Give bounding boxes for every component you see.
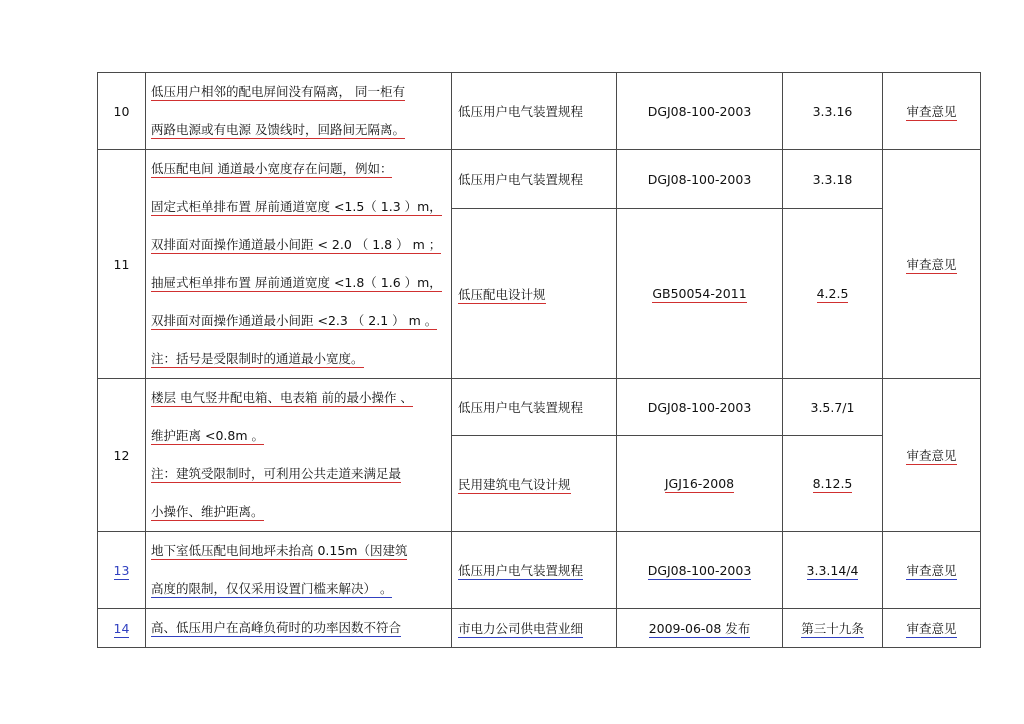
table-row	[98, 73, 981, 150]
desc-line: 双排面对面操作通道最小间距 <2.3 （ 2.1 ） m 。	[151, 313, 438, 328]
standard-name: 低压用户电气装置规程	[452, 532, 617, 609]
desc-line: 固定式柜单排布置 屏前通道宽度 <1.5（ 1.3 ）m，	[151, 199, 442, 214]
issue-description	[146, 379, 452, 532]
issue-description	[146, 609, 452, 648]
standard-code: JGJ16-2008	[617, 436, 783, 532]
clause-number: 3.3.14/4	[783, 532, 883, 609]
review-opinion-link[interactable]: 审查意见	[906, 257, 957, 272]
standard-code: DGJ08-100-2003	[617, 379, 783, 436]
desc-line: 低压配电间 通道最小宽度存在问题，例如：	[151, 161, 393, 176]
desc-line: 两路电源或有电源 及馈线时，回路间无隔离。	[151, 122, 405, 137]
opinion-cell[interactable]	[883, 379, 981, 532]
issue-description	[146, 532, 452, 609]
issue-description	[146, 150, 452, 379]
clause-number: 3.3.18	[783, 150, 883, 209]
desc-line: 高、低压用户在高峰负荷时的功率因数不符合	[151, 620, 402, 635]
desc-line: 小操作、维护距离。	[151, 504, 264, 519]
standard-code: DGJ08-100-2003	[617, 150, 783, 209]
review-opinion-link[interactable]: 审查意见	[906, 563, 957, 578]
item-number-link[interactable]: 14	[98, 609, 146, 648]
opinion-cell[interactable]	[883, 532, 981, 609]
opinion-cell[interactable]	[883, 150, 981, 379]
item-number: 11	[98, 150, 146, 379]
opinion-cell[interactable]	[883, 73, 981, 150]
clause-number: 第三十九条	[783, 609, 883, 648]
clause-number: 3.5.7/1	[783, 379, 883, 436]
desc-line: 维护距离 <0.8m 。	[151, 428, 264, 443]
item-number-link[interactable]: 13	[98, 532, 146, 609]
review-opinion-link[interactable]: 审查意见	[906, 448, 957, 463]
opinion-cell[interactable]	[883, 609, 981, 648]
table-row	[98, 609, 981, 648]
review-table	[97, 72, 981, 648]
review-opinion-link[interactable]: 审查意见	[906, 104, 957, 119]
desc-line: 注：建筑受限制时，可利用公共走道来满足最	[151, 466, 402, 481]
item-number: 12	[98, 379, 146, 532]
issue-description	[146, 73, 452, 150]
table-row	[98, 379, 981, 436]
desc-line: 低压用户相邻的配电屏间没有隔离， 同一柜有	[151, 84, 405, 99]
standard-name: 市电力公司供电营业细	[452, 609, 617, 648]
clause-number: 3.3.16	[783, 73, 883, 150]
standard-code: DGJ08-100-2003	[617, 73, 783, 150]
table-row	[98, 532, 981, 609]
standard-name: 低压用户电气装置规程	[452, 379, 617, 436]
standard-name: 低压配电设计规	[452, 209, 617, 379]
desc-line: 注：括号是受限制时的通道最小宽度。	[151, 351, 364, 366]
desc-line: 抽屉式柜单排布置 屏前通道宽度 <1.8（ 1.6 ）m，	[151, 275, 442, 290]
table-row	[98, 150, 981, 209]
review-opinion-link[interactable]: 审查意见	[906, 621, 957, 636]
standard-name: 民用建筑电气设计规	[452, 436, 617, 532]
desc-line: 高度的限制，仅仅采用设置门槛来解决） 。	[151, 581, 393, 596]
standard-code: DGJ08-100-2003	[617, 532, 783, 609]
desc-line: 地下室低压配电间地坪未抬高 0.15m（因建筑	[151, 543, 408, 558]
item-number: 10	[98, 73, 146, 150]
standard-name: 低压用户电气装置规程	[452, 150, 617, 209]
clause-number: 4.2.5	[783, 209, 883, 379]
desc-line: 楼层 电气竖井配电箱、电表箱 前的最小操作 、	[151, 390, 413, 405]
clause-number: 8.12.5	[783, 436, 883, 532]
standard-code: GB50054-2011	[617, 209, 783, 379]
standard-name: 低压用户电气装置规程	[452, 73, 617, 150]
standard-code: 2009-06-08 发布	[617, 609, 783, 648]
desc-line: 双排面对面操作通道最小间距 < 2.0 （ 1.8 ） m ；	[151, 237, 442, 252]
